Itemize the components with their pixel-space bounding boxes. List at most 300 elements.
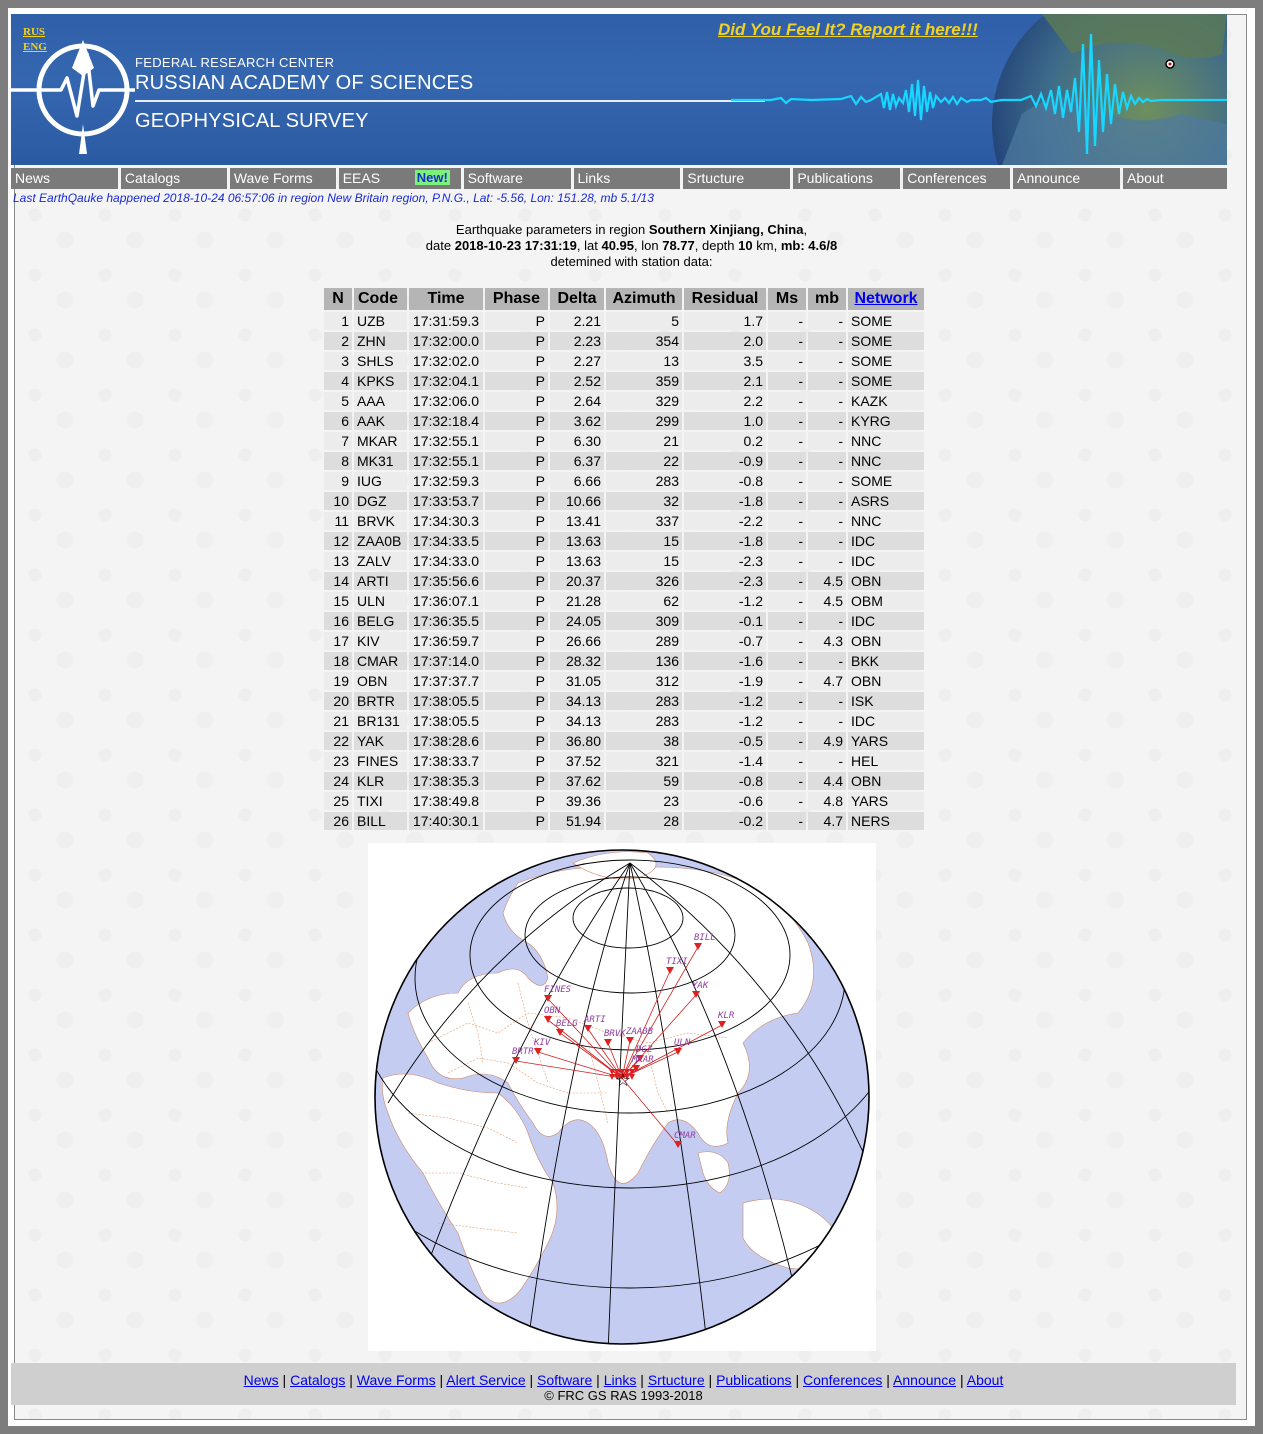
station-label: BRVK	[604, 1029, 626, 1039]
params-date-label: date	[425, 238, 452, 253]
cell-ms: -	[768, 312, 806, 330]
station-table	[322, 286, 926, 832]
cell-phase: P	[485, 752, 548, 770]
cell-delta: 2.23	[550, 332, 604, 350]
cell-phase: P	[485, 392, 548, 410]
cell-n: 17	[324, 632, 352, 650]
cell-phase: P	[485, 492, 548, 510]
cell-azimuth: 329	[606, 392, 682, 410]
table-row	[324, 632, 924, 650]
cell-azimuth: 5	[606, 312, 682, 330]
nav-eeas-label: EEAS	[342, 170, 381, 186]
footer-link-announce[interactable]: Announce	[893, 1372, 957, 1388]
nav-news[interactable]: News	[11, 168, 118, 189]
station-label: BELG	[556, 1019, 578, 1029]
cell-code: FINES	[354, 752, 407, 770]
cell-n: 21	[324, 712, 352, 730]
footer-link-catalogs[interactable]: Catalogs	[290, 1372, 346, 1388]
cell-ms: -	[768, 652, 806, 670]
params-line2	[330, 238, 933, 254]
cell-delta: 24.05	[550, 612, 604, 630]
cell-network: NNC	[848, 432, 924, 450]
cell-code: SHLS	[354, 352, 407, 370]
table-row	[324, 792, 924, 810]
cell-azimuth: 38	[606, 732, 682, 750]
cell-n: 3	[324, 352, 352, 370]
cell-code: KPKS	[354, 372, 407, 390]
cell-phase: P	[485, 372, 548, 390]
cell-ms: -	[768, 472, 806, 490]
cell-code: BR131	[354, 712, 407, 730]
cell-code: ARTI	[354, 572, 407, 590]
station-label: DGZ	[636, 1045, 653, 1055]
cell-network: ASRS	[848, 492, 924, 510]
cell-delta: 3.62	[550, 412, 604, 430]
header-banner	[11, 14, 1227, 165]
cell-mb: -	[808, 512, 846, 530]
cell-residual: -1.8	[684, 492, 766, 510]
nav-wave-forms[interactable]: Wave Forms	[230, 168, 336, 189]
copyright: © FRC GS RAS 1993-2018	[544, 1388, 703, 1403]
cell-azimuth: 15	[606, 552, 682, 570]
cell-mb: 4.7	[808, 672, 846, 690]
main-nav	[11, 168, 1227, 189]
cell-mb: 4.9	[808, 732, 846, 750]
cell-time: 17:40:30.1	[409, 812, 483, 830]
cell-n: 5	[324, 392, 352, 410]
cell-phase: P	[485, 652, 548, 670]
cell-ms: -	[768, 552, 806, 570]
cell-ms: -	[768, 372, 806, 390]
nav-links[interactable]: Links	[574, 168, 681, 189]
cell-n: 23	[324, 752, 352, 770]
cell-mb: -	[808, 532, 846, 550]
title-line3: GEOPHYSICAL SURVEY	[135, 110, 369, 132]
cell-network: NERS	[848, 812, 924, 830]
cell-mb: -	[808, 332, 846, 350]
cell-code: KLR	[354, 772, 407, 790]
cell-ms: -	[768, 612, 806, 630]
cell-ms: -	[768, 812, 806, 830]
cell-delta: 26.66	[550, 632, 604, 650]
cell-residual: 1.0	[684, 412, 766, 430]
cell-phase: P	[485, 692, 548, 710]
cell-time: 17:34:30.3	[409, 512, 483, 530]
cell-code: MK31	[354, 452, 407, 470]
cell-mb: -	[808, 652, 846, 670]
cell-ms: -	[768, 712, 806, 730]
cell-network: IDC	[848, 712, 924, 730]
params-region: Southern Xinjiang, China	[648, 222, 804, 237]
cell-azimuth: 22	[606, 452, 682, 470]
cell-ms: -	[768, 352, 806, 370]
nav-publications[interactable]: Publications	[793, 168, 900, 189]
station-label: MKAR	[632, 1055, 654, 1065]
cell-phase: P	[485, 452, 548, 470]
cell-time: 17:34:33.0	[409, 552, 483, 570]
cell-azimuth: 289	[606, 632, 682, 650]
cell-delta: 37.52	[550, 752, 604, 770]
cell-mb: -	[808, 692, 846, 710]
cell-code: BRTR	[354, 692, 407, 710]
cell-network: YARS	[848, 792, 924, 810]
params-lat-label: , lat	[576, 238, 598, 253]
cell-code: AAK	[354, 412, 407, 430]
lang-rus-link[interactable]: RUS	[23, 26, 46, 38]
cell-network: NNC	[848, 452, 924, 470]
cell-code: AAA	[354, 392, 407, 410]
cell-network: ISK	[848, 692, 924, 710]
cell-code: KIV	[354, 632, 407, 650]
cell-time: 17:37:14.0	[409, 652, 483, 670]
cell-n: 1	[324, 312, 352, 330]
cell-phase: P	[485, 512, 548, 530]
title-line1: FEDERAL RESEARCH CENTER	[135, 55, 335, 70]
cell-phase: P	[485, 432, 548, 450]
cell-time: 17:32:00.0	[409, 332, 483, 350]
cell-n: 19	[324, 672, 352, 690]
col-delta: Delta	[550, 288, 604, 310]
cell-network: YARS	[848, 732, 924, 750]
table-row	[324, 412, 924, 430]
cell-network: OBM	[848, 592, 924, 610]
cell-mb: -	[808, 312, 846, 330]
quake-params	[330, 222, 933, 270]
cell-residual: -0.7	[684, 632, 766, 650]
cell-delta: 6.37	[550, 452, 604, 470]
cell-delta: 13.63	[550, 552, 604, 570]
cell-time: 17:32:55.1	[409, 452, 483, 470]
cell-mb: -	[808, 392, 846, 410]
cell-delta: 2.64	[550, 392, 604, 410]
cell-time: 17:38:05.5	[409, 692, 483, 710]
cell-phase: P	[485, 552, 548, 570]
cell-network: SOME	[848, 312, 924, 330]
cell-mb: -	[808, 712, 846, 730]
cell-time: 17:31:59.3	[409, 312, 483, 330]
footer-link-news[interactable]: News	[243, 1372, 279, 1388]
cell-n: 10	[324, 492, 352, 510]
table-row	[324, 692, 924, 710]
cell-phase: P	[485, 672, 548, 690]
cell-ms: -	[768, 752, 806, 770]
cell-azimuth: 283	[606, 712, 682, 730]
nav-eeas[interactable]	[339, 168, 461, 189]
cell-ms: -	[768, 412, 806, 430]
footer-link-alert-service[interactable]: Alert Service	[446, 1372, 526, 1388]
cell-mb: -	[808, 372, 846, 390]
cell-mb: -	[808, 752, 846, 770]
cell-network: IDC	[848, 552, 924, 570]
cell-n: 24	[324, 772, 352, 790]
station-label: ZAA0B	[626, 1027, 654, 1037]
cell-network: SOME	[848, 372, 924, 390]
cell-phase: P	[485, 632, 548, 650]
params-depth: 10	[738, 238, 753, 253]
cell-mb: -	[808, 352, 846, 370]
lang-eng-link[interactable]: ENG	[23, 41, 47, 53]
cell-network: HEL	[848, 752, 924, 770]
cell-code: ULN	[354, 592, 407, 610]
cell-code: BRVK	[354, 512, 407, 530]
cell-time: 17:36:07.1	[409, 592, 483, 610]
cell-residual: -0.8	[684, 772, 766, 790]
table-row	[324, 752, 924, 770]
cell-mb: 4.5	[808, 592, 846, 610]
cell-delta: 20.37	[550, 572, 604, 590]
cell-n: 25	[324, 792, 352, 810]
station-label: CMAR	[674, 1131, 696, 1141]
logo-emblem-icon	[11, 14, 135, 165]
nav-structure[interactable]: Srtucture	[683, 168, 790, 189]
cell-residual: -1.9	[684, 672, 766, 690]
cell-time: 17:32:04.1	[409, 372, 483, 390]
footer-link-software[interactable]: Software	[537, 1372, 593, 1388]
station-label: BRTR	[512, 1047, 534, 1057]
cell-time: 17:38:05.5	[409, 712, 483, 730]
col-network[interactable]	[848, 288, 924, 310]
table-row	[324, 472, 924, 490]
cell-delta: 37.62	[550, 772, 604, 790]
cell-residual: 0.2	[684, 432, 766, 450]
cell-delta: 51.94	[550, 812, 604, 830]
cell-phase: P	[485, 592, 548, 610]
cell-residual: -0.1	[684, 612, 766, 630]
cell-azimuth: 32	[606, 492, 682, 510]
footer-link-conferences[interactable]: Conferences	[802, 1372, 883, 1388]
footer-link-wave-forms[interactable]: Wave Forms	[356, 1372, 436, 1388]
cell-time: 17:34:33.5	[409, 532, 483, 550]
nav-catalogs[interactable]: Catalogs	[121, 168, 227, 189]
station-label: KLR	[718, 1011, 735, 1021]
table-row	[324, 352, 924, 370]
cell-mb: 4.8	[808, 792, 846, 810]
table-row	[324, 332, 924, 350]
cell-time: 17:37:37.7	[409, 672, 483, 690]
params-date: 2018-10-23 17:31:19	[454, 238, 577, 253]
table-row	[324, 732, 924, 750]
cell-network: KYRG	[848, 412, 924, 430]
col-ms: Ms	[768, 288, 806, 310]
params-line3: detemined with station data:	[550, 254, 713, 269]
cell-code: ZALV	[354, 552, 407, 570]
col-time: Time	[409, 288, 483, 310]
col-phase: Phase	[485, 288, 548, 310]
cell-delta: 2.21	[550, 312, 604, 330]
cell-residual: -0.5	[684, 732, 766, 750]
title-line2: RUSSIAN ACADEMY OF SCIENCES	[135, 72, 474, 94]
cell-network: SOME	[848, 332, 924, 350]
cell-delta: 13.63	[550, 532, 604, 550]
cell-azimuth: 359	[606, 372, 682, 390]
col-mb: mb	[808, 288, 846, 310]
params-lon: 78.77	[662, 238, 695, 253]
cell-time: 17:36:35.5	[409, 612, 483, 630]
cell-code: ZAA0B	[354, 532, 407, 550]
cell-n: 16	[324, 612, 352, 630]
nav-announce[interactable]: Announce	[1013, 168, 1120, 189]
station-label: KIV	[534, 1038, 551, 1048]
cell-azimuth: 354	[606, 332, 682, 350]
cell-azimuth: 312	[606, 672, 682, 690]
cell-n: 14	[324, 572, 352, 590]
cell-residual: 2.2	[684, 392, 766, 410]
cell-delta: 2.52	[550, 372, 604, 390]
cell-residual: -1.6	[684, 652, 766, 670]
cell-code: TIXI	[354, 792, 407, 810]
cell-n: 15	[324, 592, 352, 610]
cell-network: SOME	[848, 352, 924, 370]
cell-delta: 28.32	[550, 652, 604, 670]
cell-time: 17:32:02.0	[409, 352, 483, 370]
cell-time: 17:33:53.7	[409, 492, 483, 510]
cell-n: 4	[324, 372, 352, 390]
footer-link-about[interactable]: About	[966, 1372, 1004, 1388]
cell-ms: -	[768, 572, 806, 590]
table-row	[324, 592, 924, 610]
cell-azimuth: 13	[606, 352, 682, 370]
cell-phase: P	[485, 812, 548, 830]
cell-azimuth: 21	[606, 432, 682, 450]
cell-ms: -	[768, 452, 806, 470]
cell-delta: 34.13	[550, 712, 604, 730]
cell-mb: 4.4	[808, 772, 846, 790]
cell-phase: P	[485, 712, 548, 730]
cell-n: 12	[324, 532, 352, 550]
cell-ms: -	[768, 432, 806, 450]
cell-azimuth: 299	[606, 412, 682, 430]
cell-code: YAK	[354, 732, 407, 750]
params-lon-label: , lon	[634, 238, 659, 253]
table-row	[324, 712, 924, 730]
cell-residual: -2.3	[684, 552, 766, 570]
footer-link-links[interactable]: Links	[603, 1372, 637, 1388]
station-label: ARTI	[584, 1015, 606, 1025]
footer-link-publications[interactable]: Publications	[716, 1372, 792, 1388]
col-residual: Residual	[684, 288, 766, 310]
table-row	[324, 452, 924, 470]
cell-ms: -	[768, 532, 806, 550]
cell-code: MKAR	[354, 432, 407, 450]
cell-ms: -	[768, 632, 806, 650]
cell-code: OBN	[354, 672, 407, 690]
params-depth-unit: km,	[756, 238, 778, 253]
cell-n: 20	[324, 692, 352, 710]
footer-link-structure[interactable]: Srtucture	[647, 1372, 705, 1388]
cell-delta: 39.36	[550, 792, 604, 810]
cell-phase: P	[485, 472, 548, 490]
cell-n: 2	[324, 332, 352, 350]
cell-phase: P	[485, 412, 548, 430]
cell-phase: P	[485, 312, 548, 330]
last-quake-ticker[interactable]: Last EarthQauke happened 2018-10-24 06:57:06 in region New Britain region, P.N.G., Lat: -5.56, Lon: 151.28, mb 5.1/13	[13, 191, 654, 205]
cell-azimuth: 337	[606, 512, 682, 530]
cell-ms: -	[768, 732, 806, 750]
cell-network: OBN	[848, 672, 924, 690]
cell-ms: -	[768, 512, 806, 530]
nav-software[interactable]: Software	[464, 168, 571, 189]
cell-time: 17:38:33.7	[409, 752, 483, 770]
table-row	[324, 552, 924, 570]
cell-network: OBN	[848, 632, 924, 650]
network-sort-link[interactable]: Network	[854, 290, 918, 307]
cell-residual: -1.4	[684, 752, 766, 770]
cell-delta: 31.05	[550, 672, 604, 690]
cell-residual: 3.5	[684, 352, 766, 370]
cell-mb: 4.3	[808, 632, 846, 650]
cell-code: CMAR	[354, 652, 407, 670]
cell-network: OBN	[848, 772, 924, 790]
cell-n: 11	[324, 512, 352, 530]
cell-residual: 2.0	[684, 332, 766, 350]
cell-delta: 6.66	[550, 472, 604, 490]
cell-azimuth: 62	[606, 592, 682, 610]
cell-delta: 21.28	[550, 592, 604, 610]
table-header-row	[324, 288, 924, 310]
cell-azimuth: 59	[606, 772, 682, 790]
cell-code: BILL	[354, 812, 407, 830]
station-table-body	[324, 312, 924, 830]
table-row	[324, 492, 924, 510]
nav-conferences[interactable]: Conferences	[903, 168, 1010, 189]
table-row	[324, 532, 924, 550]
cell-mb: -	[808, 492, 846, 510]
cell-time: 17:35:56.6	[409, 572, 483, 590]
cell-ms: -	[768, 332, 806, 350]
cell-code: UZB	[354, 312, 407, 330]
cell-time: 17:32:18.4	[409, 412, 483, 430]
cell-phase: P	[485, 792, 548, 810]
nav-about[interactable]: About	[1123, 168, 1227, 189]
table-row	[324, 372, 924, 390]
cell-n: 8	[324, 452, 352, 470]
cell-network: IDC	[848, 532, 924, 550]
cell-phase: P	[485, 572, 548, 590]
cell-ms: -	[768, 672, 806, 690]
cell-phase: P	[485, 332, 548, 350]
cell-time: 17:32:59.3	[409, 472, 483, 490]
cell-residual: -0.6	[684, 792, 766, 810]
station-label: OBN	[544, 1006, 561, 1016]
table-row	[324, 572, 924, 590]
cell-residual: -1.2	[684, 692, 766, 710]
params-line1: Earthquake parameters in region Southern Xinjiang, China,	[455, 222, 808, 237]
cell-phase: P	[485, 732, 548, 750]
cell-n: 7	[324, 432, 352, 450]
cell-n: 18	[324, 652, 352, 670]
cell-azimuth: 15	[606, 532, 682, 550]
report-felt-link[interactable]: Did You Feel It? Report it here!!!	[718, 20, 978, 39]
cell-network: SOME	[848, 472, 924, 490]
table-row	[324, 772, 924, 790]
cell-delta: 13.41	[550, 512, 604, 530]
cell-delta: 10.66	[550, 492, 604, 510]
station-label: TIXI	[666, 957, 688, 967]
cell-time: 17:38:35.3	[409, 772, 483, 790]
cell-network: IDC	[848, 612, 924, 630]
footer-links: News | Catalogs | Wave Forms | Alert Service | Software | Links | Srtucture | Publications | Conferences | Announce | About	[243, 1372, 1004, 1388]
cell-mb: -	[808, 612, 846, 630]
cell-time: 17:32:55.1	[409, 432, 483, 450]
cell-network: BKK	[848, 652, 924, 670]
cell-mb: -	[808, 452, 846, 470]
cell-network: OBN	[848, 572, 924, 590]
cell-time: 17:36:59.7	[409, 632, 483, 650]
cell-ms: -	[768, 692, 806, 710]
cell-residual: -1.2	[684, 592, 766, 610]
cell-mb: -	[808, 472, 846, 490]
cell-ms: -	[768, 592, 806, 610]
